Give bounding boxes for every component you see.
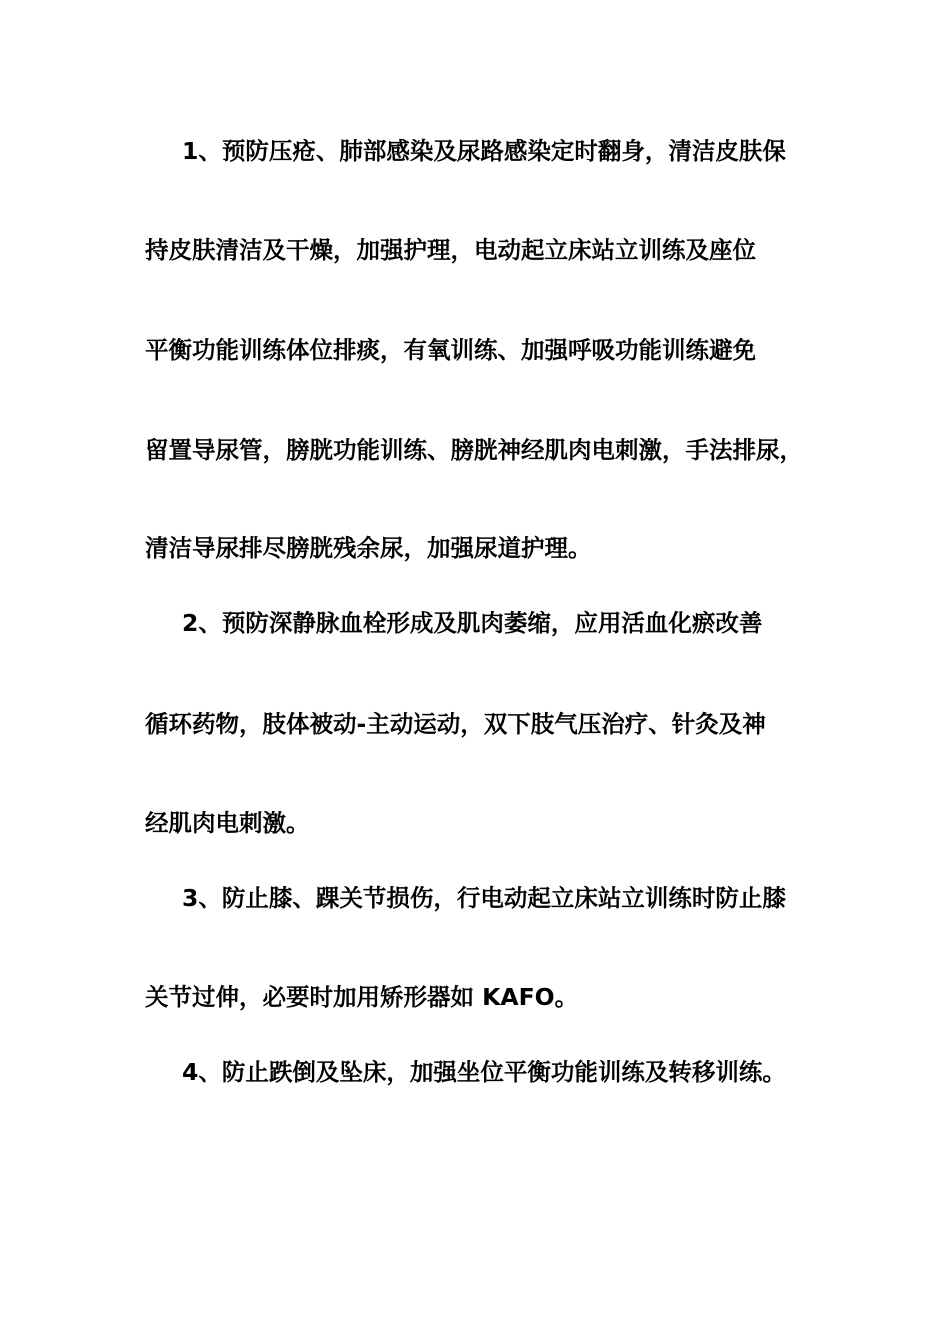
paragraph-2-line-2: 循环药物，肢体被动-主动运动，双下肢气压治疗、针灸及神 [145,710,766,738]
paragraph-1-line-5: 清洁导尿排尽膀胱残余尿，加强尿道护理。 [145,534,592,562]
paragraph-1-line-1: 1、预防压疮、肺部感染及尿路感染定时翻身，清洁皮肤保 [182,137,786,165]
paragraph-2-line-1: 2、预防深静脉血栓形成及肌肉萎缩，应用活血化瘀改善 [182,609,763,637]
paragraph-1-line-4: 留置导尿管，膀胱功能训练、膀胱神经肌肉电刺激，手法排尿， [145,436,803,464]
paragraph-3-line-2: 关节过伸，必要时加用矫形器如 KAFO。 [145,983,579,1011]
paragraph-1-line-3: 平衡功能训练体位排痰，有氧训练、加强呼吸功能训练避免 [145,336,756,364]
paragraph-3-line-1: 3、防止膝、踝关节损伤，行电动起立床站立训练时防止膝 [182,884,786,912]
paragraph-1-line-2: 持皮肤清洁及干燥，加强护理，电动起立床站立训练及座位 [145,236,756,264]
paragraph-2-line-3: 经肌肉电刺激。 [145,809,310,837]
paragraph-4-line-1: 4、防止跌倒及坠床，加强坐位平衡功能训练及转移训练。 [182,1058,786,1086]
